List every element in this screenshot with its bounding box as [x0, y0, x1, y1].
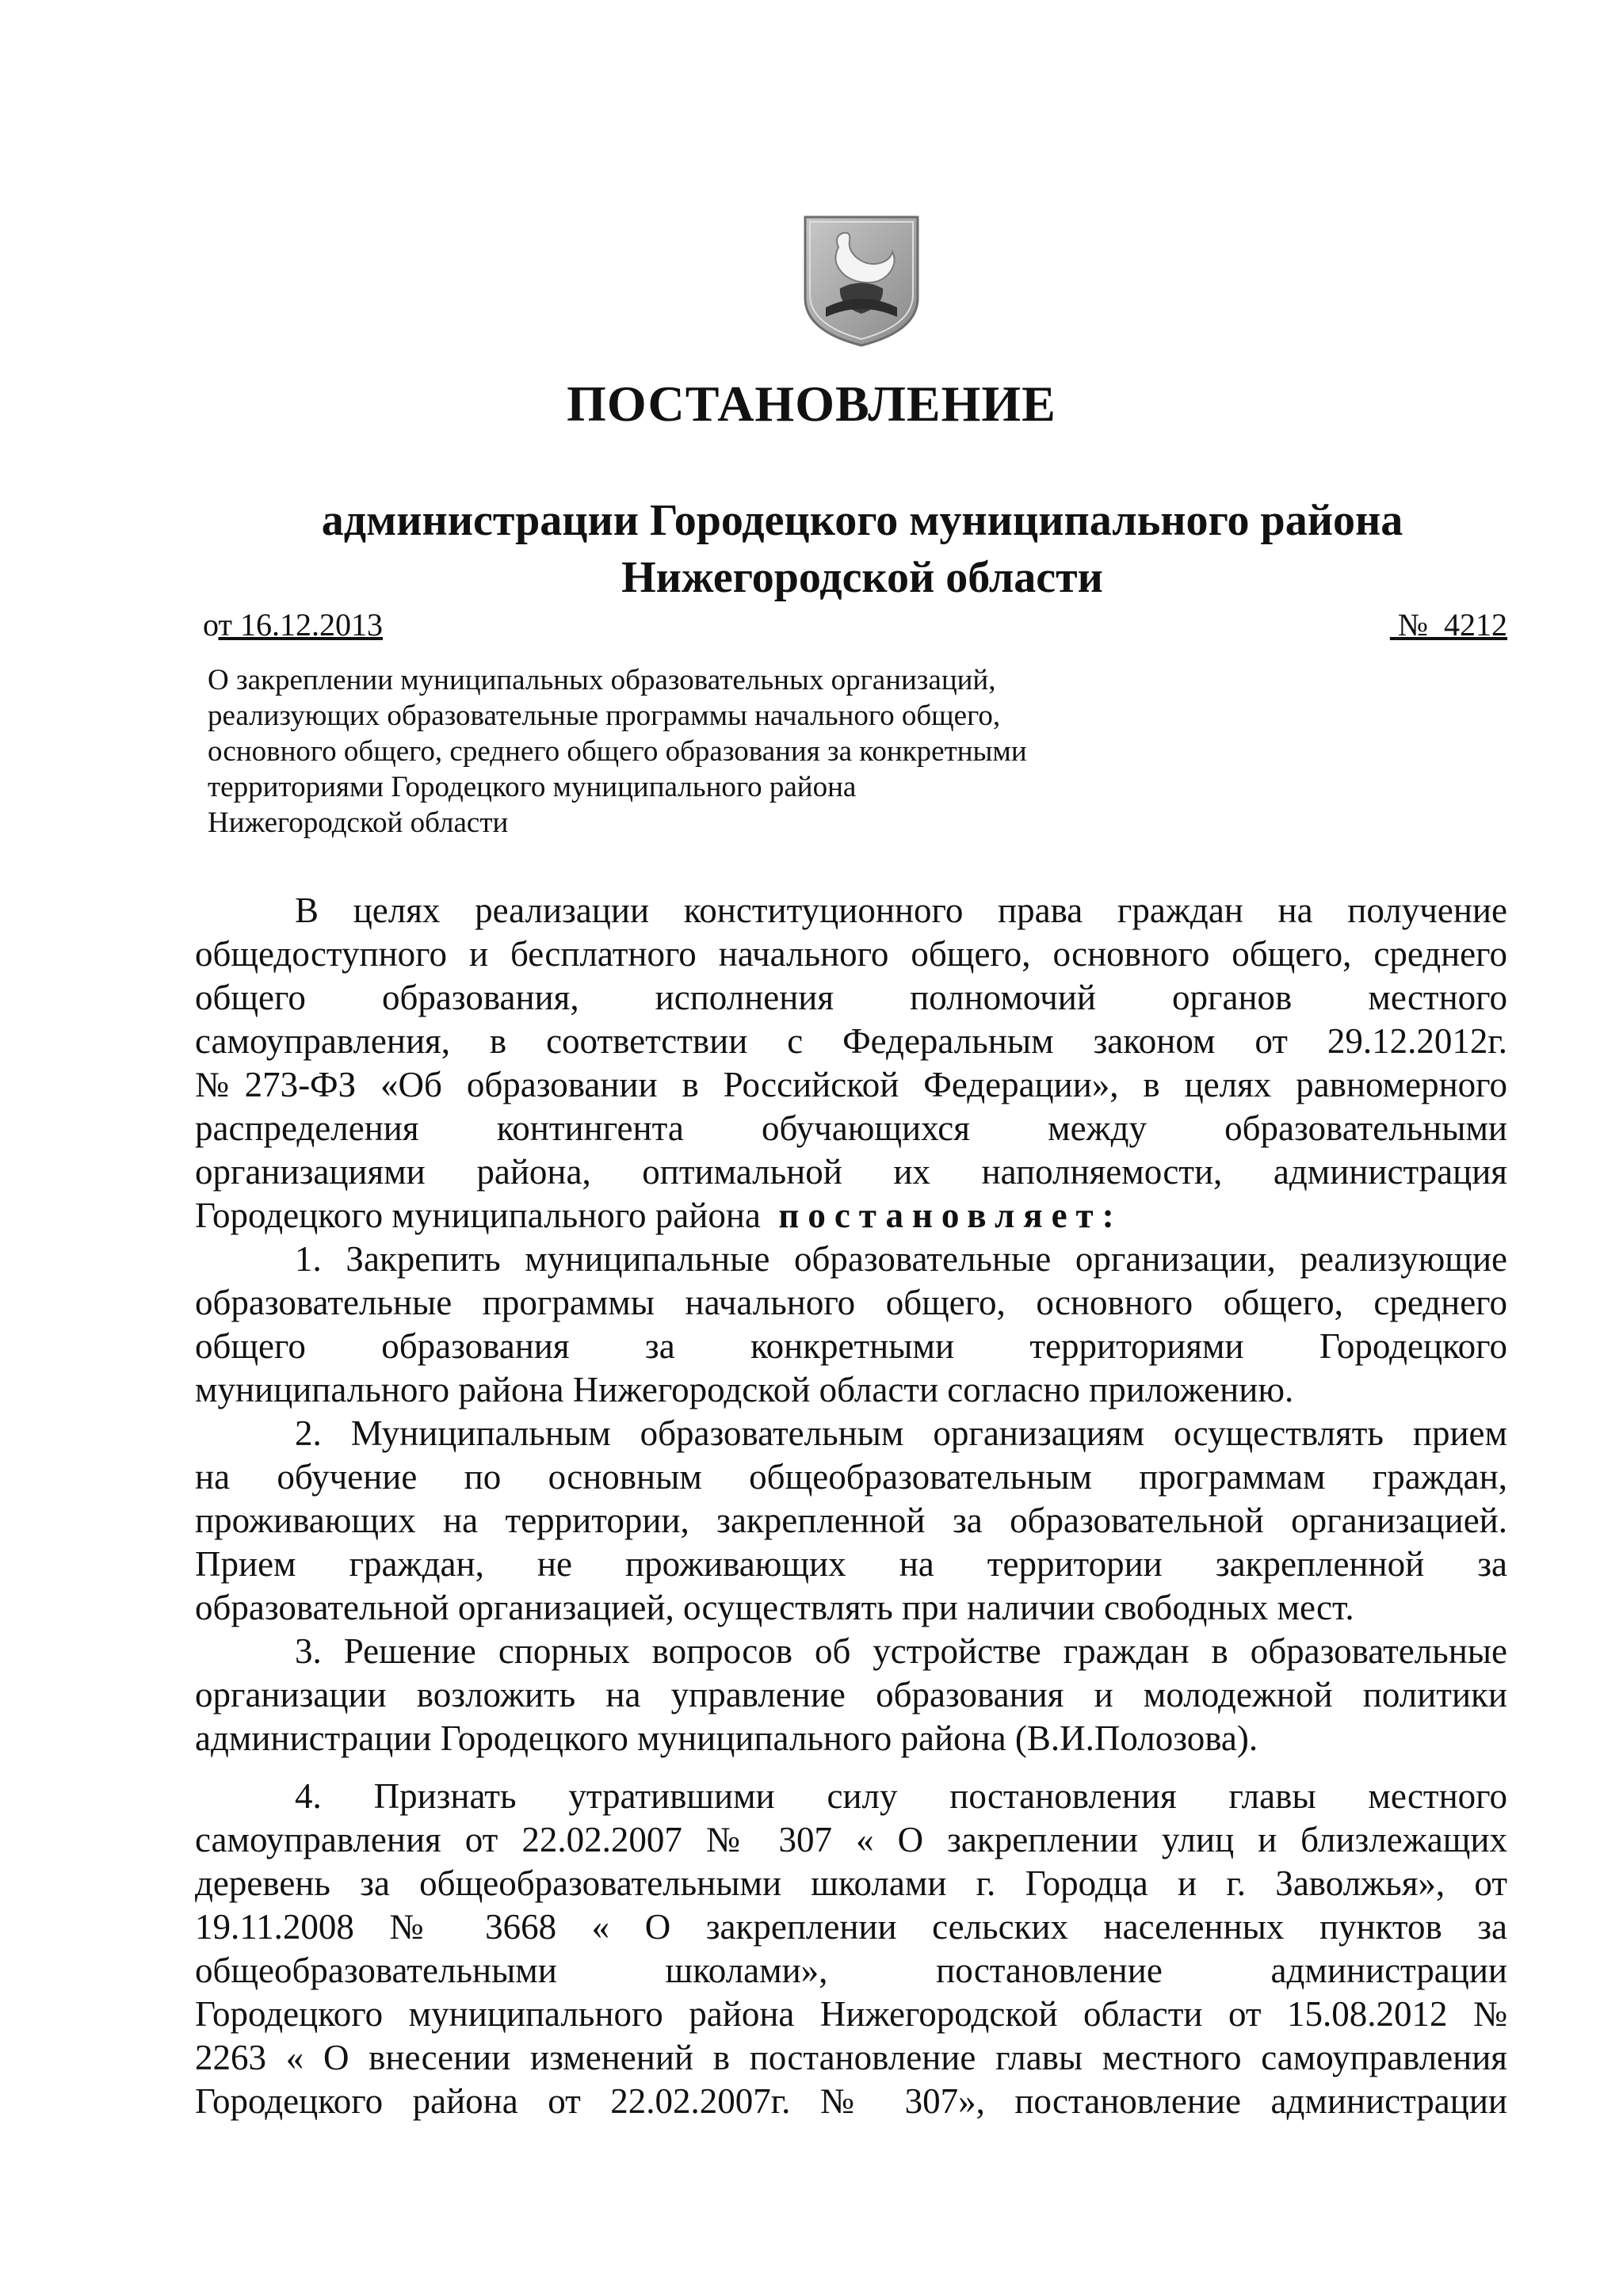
body-line: образовательной организацией, осуществлять при наличии свободных мест. [195, 1588, 1354, 1627]
subject-line: основного общего, среднего общего образования за конкретными [208, 735, 1027, 768]
body-line: 19.11.2008 № 3668 « О закреплении сельских населенных пунктов за [195, 1907, 1507, 1947]
subject-line: реализующих образовательные программы начального общего, [208, 700, 1001, 732]
body-line: администрации Городецкого муниципального района (В.И.Полозова). [195, 1718, 1258, 1758]
body-line: общего образования за конкретными территориями Городецкого [195, 1326, 1507, 1366]
body-line: общеобразовательными школами», постановление администрации [195, 1951, 1507, 1990]
issuing-organization-line1: администрации Городецкого муниципального района [321, 496, 1403, 545]
subject-line: О закреплении муниципальных образовательных организаций, [208, 664, 996, 696]
date-number-row [203, 604, 1507, 646]
coat-of-arms-emblem [802, 212, 921, 349]
body-line: 3. Решение спорных вопросов об устройстве граждан в образовательные [295, 1631, 1507, 1671]
issuing-organization-line2: Нижегородской области [621, 553, 1103, 602]
body-line [195, 1194, 1507, 1238]
body-line: 1. Закрепить муниципальные образовательные организации, реализующие [295, 1239, 1507, 1279]
body-line: 2263 « О внесении изменений в постановление главы местного самоуправления [195, 2038, 1507, 2077]
body-line: на обучение по основным общеобразовательным программам граждан, [195, 1457, 1507, 1497]
document-date-prefix: о [203, 607, 219, 643]
body-line: образовательные программы начального общего, основного общего, среднего [195, 1283, 1507, 1322]
document-subject [208, 662, 1027, 841]
resolves-keyword: постановляет: [778, 1196, 1123, 1235]
body-line: Городецкого муниципального района Нижегородской области от 15.08.2012 № [195, 1994, 1507, 2034]
body-line: распределения контингента обучающихся между образовательными [195, 1108, 1507, 1148]
body-line: Прием граждан, не проживающих на территории закрепленной за [195, 1544, 1507, 1584]
body-line: №273-ФЗ «Об образовании в Российской Федерации», в целях равномерного [195, 1065, 1507, 1104]
body-line: В целях реализации конституционного права граждан на получение [295, 891, 1507, 930]
body-line: самоуправления от 22.02.2007 № 307 « О закреплении улиц и близлежащих [195, 1820, 1507, 1859]
body-line: муниципального района Нижегородской области согласно приложению. [195, 1370, 1294, 1409]
body-line: организации возложить на управление образования и молодежной политики [195, 1675, 1507, 1714]
body-line: деревень за общеобразовательными школами г. Городца и г. Заволжья», от [195, 1863, 1507, 1903]
document-number: № 4212 [1389, 607, 1507, 643]
document-date-value: т 16.12.2013 [218, 607, 383, 643]
subject-line: территориями Городецкого муниципального района [208, 771, 857, 803]
body-line: 2. Муниципальным образовательным организациям осуществлять прием [295, 1413, 1507, 1453]
body-line: общего образования, исполнения полномочий органов местного [195, 978, 1507, 1017]
document-date [203, 604, 383, 646]
document-title: ПОСТАНОВЛЕНИЕ [567, 376, 1056, 432]
subject-line: Нижегородской области [208, 807, 509, 839]
body-line-text: Городецкого муниципального района [195, 1196, 761, 1235]
body-line: Городецкого района от 22.02.2007г. № 307», постановление администрации [195, 2081, 1507, 2121]
body-line: общедоступного и бесплатного начального общего, основного общего, среднего [195, 934, 1507, 974]
body-line: самоуправления, в соответствии с Федеральным законом от 29.12.2012г. [195, 1021, 1507, 1061]
body-line: проживающих на территории, закрепленной за образовательной организацией. [195, 1501, 1507, 1540]
document-body [195, 889, 1507, 2123]
body-line: организациями района, оптимальной их наполняемости, администрация [195, 1152, 1507, 1192]
body-line: 4. Признать утратившими силу постановления главы местного [295, 1776, 1507, 1816]
